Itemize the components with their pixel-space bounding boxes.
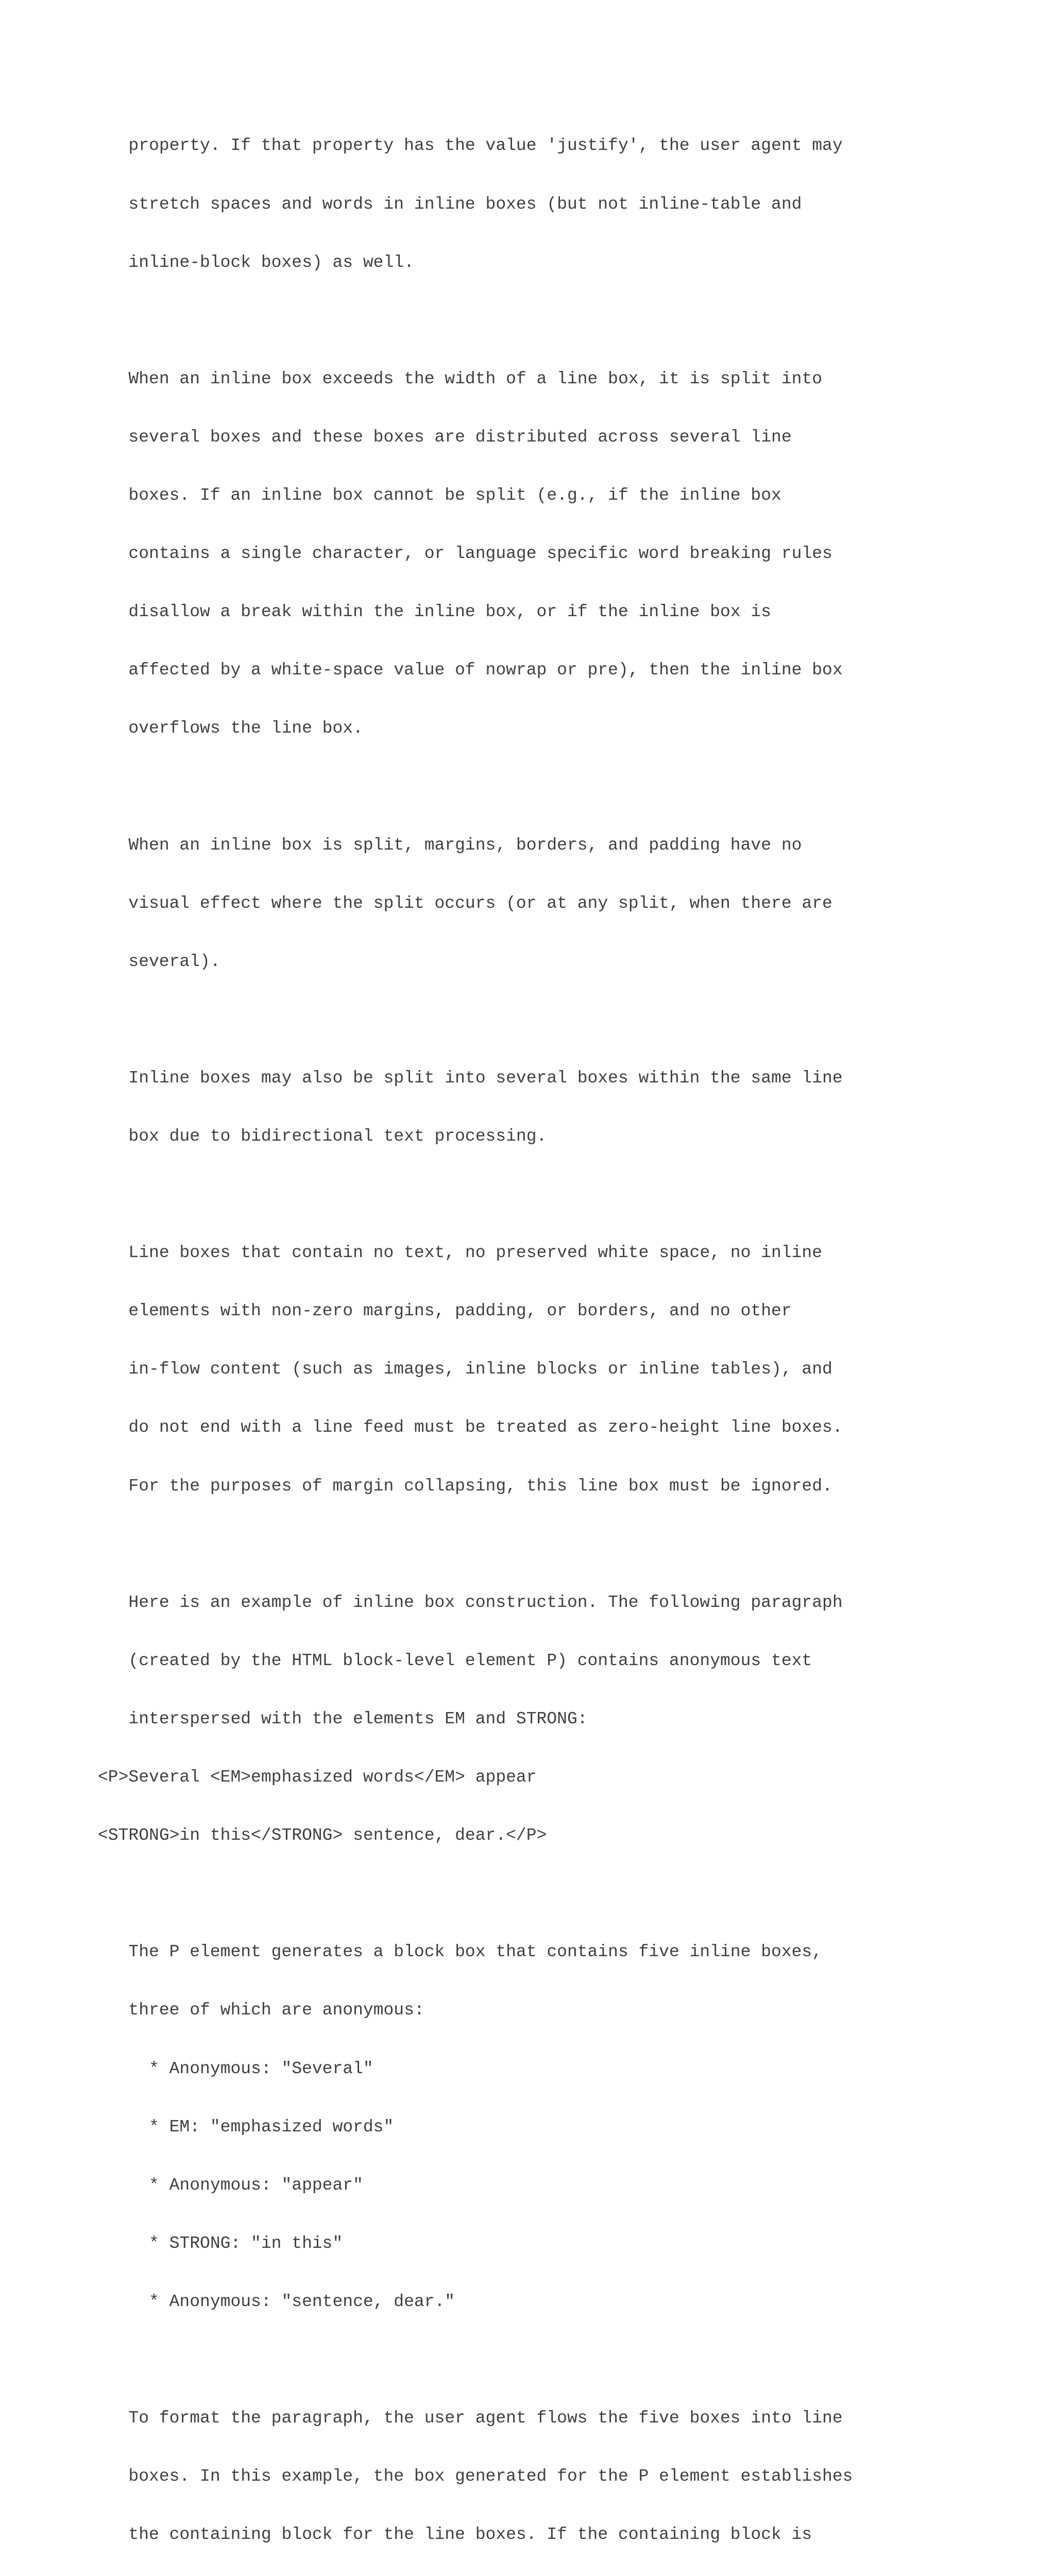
text-line: boxes. If an inline box cannot be split (e.g., if the inline box [98, 485, 781, 505]
document-text [98, 97, 853, 2576]
list-item: * Anonymous: "sentence, dear." [98, 2292, 455, 2311]
text-line: stretch spaces and words in inline boxes (but not inline-table and [98, 194, 802, 214]
blank-line [98, 2350, 853, 2370]
list-item: * Anonymous: "appear" [98, 2175, 363, 2195]
text-line: box due to bidirectional text processing. [98, 1127, 547, 1146]
blank-line [98, 777, 853, 796]
list-item: * EM: "emphasized words" [98, 2117, 394, 2137]
text-line: overflows the line box. [98, 719, 363, 738]
list-item: * Anonymous: "Several" [98, 2059, 373, 2078]
text-line: the containing block for the line boxes. If the containing block is [98, 2525, 812, 2545]
text-line: To format the paragraph, the user agent flows the five boxes into line [98, 2409, 843, 2428]
text-line: When an inline box is split, margins, borders, and padding have no [98, 835, 802, 855]
text-line: For the purposes of margin collapsing, this line box must be ignored. [98, 1476, 832, 1496]
text-line: (created by the HTML block-level element P) contains anonymous text [98, 1651, 812, 1670]
text-line: The P element generates a block box that contains five inline boxes, [98, 1942, 823, 1962]
blank-line [98, 1010, 853, 1030]
text-line: elements with non-zero margins, padding, or borders, and no other [98, 1301, 792, 1321]
text-line: property. If that property has the value 'justify', the user agent may [98, 136, 843, 156]
code-line: <P>Several <EM>emphasized words</EM> appear [98, 1768, 537, 1787]
text-line: several boxes and these boxes are distributed across several line [98, 427, 792, 447]
blank-line [98, 1884, 853, 1904]
text-line: boxes. In this example, the box generated for the P element establishes [98, 2467, 853, 2486]
text-line: do not end with a line feed must be treated as zero-height line boxes. [98, 1418, 843, 1437]
text-line: interspersed with the elements EM and STRONG: [98, 1709, 588, 1728]
text-line: When an inline box exceeds the width of a line box, it is split into [98, 369, 823, 388]
text-line: inline-block boxes) as well. [98, 252, 414, 272]
text-line: visual effect where the split occurs (or at any split, when there are [98, 893, 832, 913]
text-line: in-flow content (such as images, inline blocks or inline tables), and [98, 1360, 832, 1379]
list-item: * STRONG: "in this" [98, 2233, 343, 2253]
text-line: disallow a break within the inline box, or if the inline box is [98, 602, 772, 622]
text-line: three of which are anonymous: [98, 2001, 424, 2020]
text-line: Here is an example of inline box construction. The following paragraph [98, 1592, 843, 1612]
blank-line [98, 311, 853, 331]
blank-line [98, 1535, 853, 1554]
text-line: contains a single character, or language specific word breaking rules [98, 544, 832, 564]
text-line: affected by a white-space value of nowrap or pre), then the inline box [98, 660, 843, 680]
blank-line [98, 1185, 853, 1205]
code-line: <STRONG>in this</STRONG> sentence, dear.</P> [98, 1826, 547, 1845]
text-line: Line boxes that contain no text, no preserved white space, no inline [98, 1243, 823, 1263]
text-line: several). [98, 952, 220, 971]
text-line: Inline boxes may also be split into several boxes within the same line [98, 1068, 843, 1088]
